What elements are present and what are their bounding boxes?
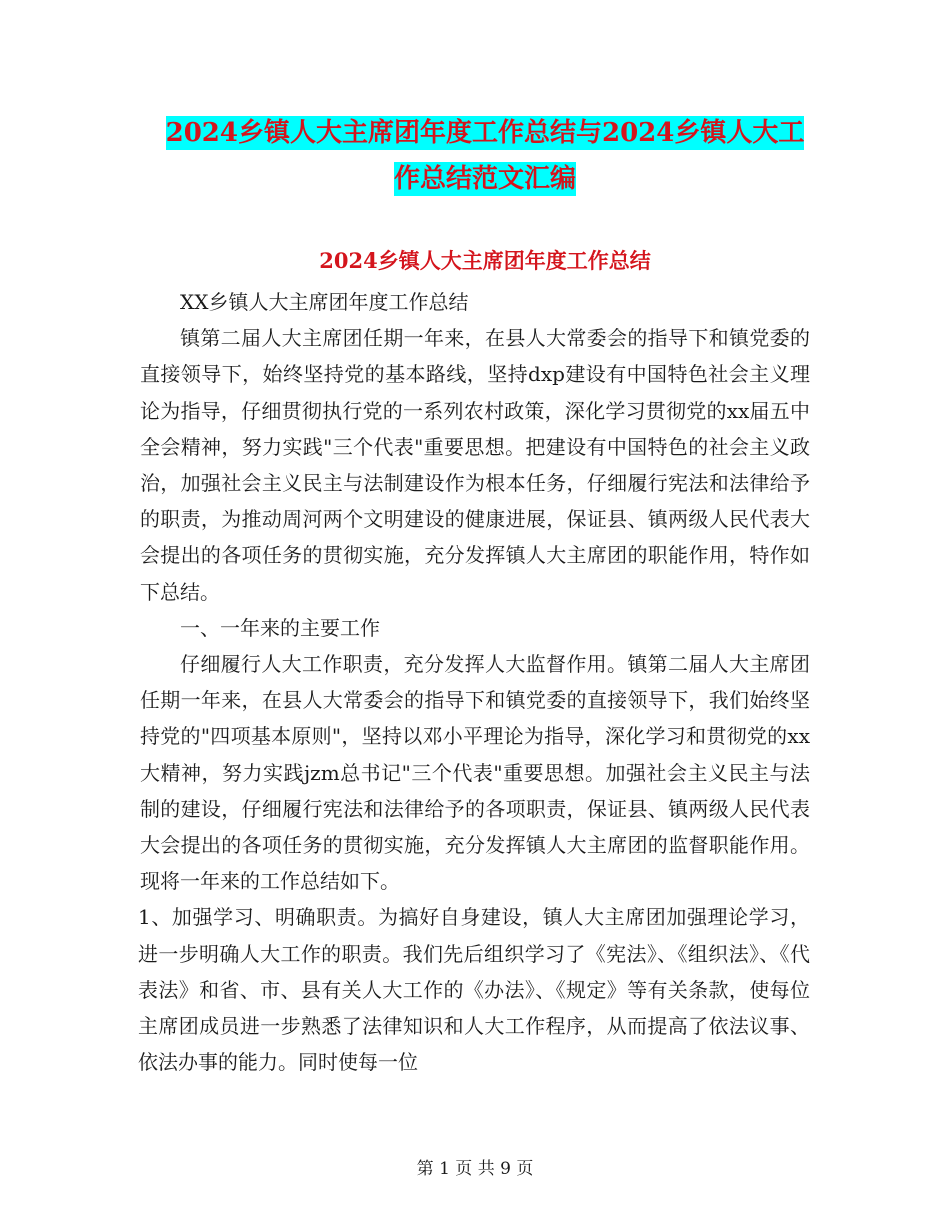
paragraph-subtitle: XX乡镇人大主席团年度工作总结 (180, 290, 469, 314)
paragraph-item-1: 1、加强学习、明确职责。为搞好自身建设，镇人大主席团加强理论学习，进一步明确人大工作的职责。我们先后组织学习了《宪法》、《组织法》、《代表法》和省、市、县有关人大工作的《办法》、《规定》等有关条款，使每位主席团成员进一步熟悉了法律知识和人大工作程序，从而提高了依法议事、依法办事的能力。同时使每一位 (138, 905, 810, 1075)
document-title-line-1: 2024乡镇人大主席团年度工作总结与2024乡镇人大工 (165, 118, 805, 148)
paragraph-intro: 镇第二届人大主席团任期一年来，在县人大常委会的指导下和镇党委的直接领导下，始终坚持党的基本路线，坚持dxp建设有中国特色社会主义理论为指导，仔细贯彻执行党的一系列农村政策，深化学习贯彻党的xx届五中全会精神，努力实践"三个代表"重要思想。把建设有中国特色的社会主义政治，加强社会主义民主与法制建设作为根本任务，仔细履行宪法和法律给予的职责，为推动周河两个文明建设的健康进展，保证县、镇两级人民代表大会提出的各项任务的贯彻实施，充分发挥镇人大主席团的职能作用，特作如下总结。 (140, 326, 810, 604)
paragraph-heading: 一、一年来的主要工作 (180, 615, 380, 640)
page-footer: 第 1 页 共 9 页 (416, 1159, 534, 1179)
paragraph-work: 仔细履行人大工作职责，充分发挥人大监督作用。镇第二届人大主席团任期一年来，在县人大常委会的指导下和镇党委的直接领导下，我们始终坚持党的"四项基本原则"，坚持以邓小平理论为指导，深化学习和贯彻党的xx大精神，努力实践jzm总书记"三个代表"重要思想。加强社会主义民主与法制的建设，仔细履行宪法和法律给予的各项职责，保证县、镇两级人民代表大会提出的各项任务的贯彻实施，充分发挥镇人大主席团的监督职能作用。现将一年来的工作总结如下。 (140, 652, 810, 894)
section-title: 2024乡镇人大主席团年度工作总结 (319, 248, 651, 273)
document-body (140, 284, 810, 1080)
document-title (140, 110, 830, 202)
document-title-line-2: 作总结范文汇编 (393, 164, 576, 194)
